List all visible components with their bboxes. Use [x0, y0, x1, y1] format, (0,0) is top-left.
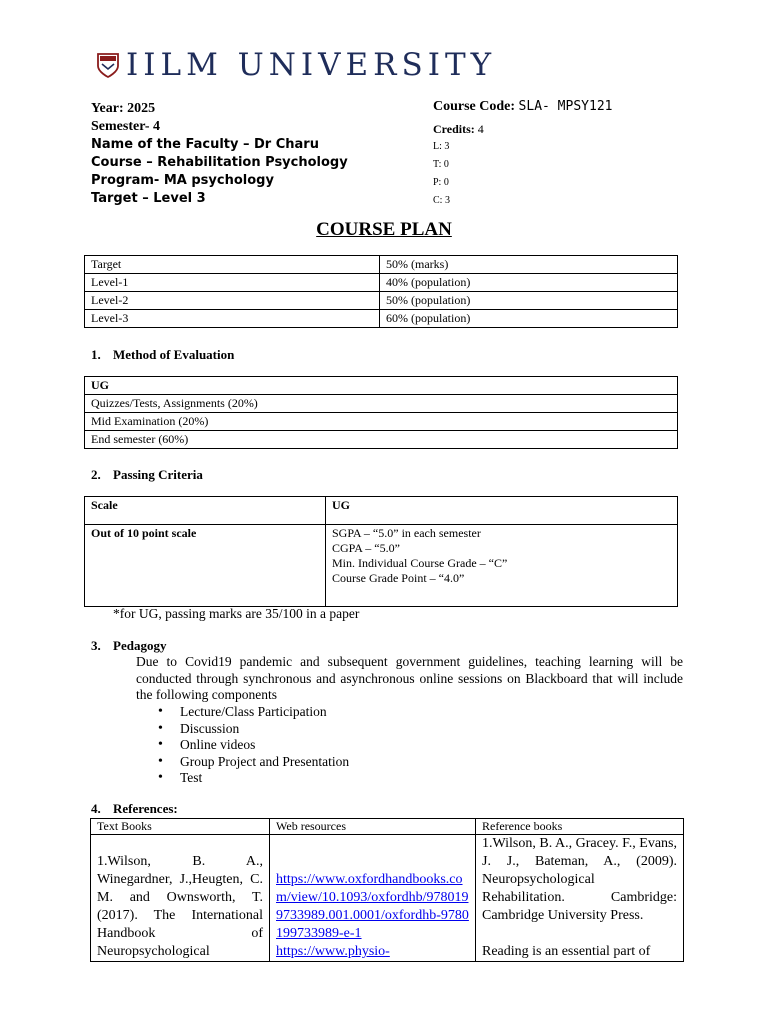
references-table [90, 818, 684, 962]
table-row: Out of 10 point scale SGPA – “5.0” in each semester CGPA – “5.0” Min. Individual Course Grade – “C” Course Grade Point – “4.0” [85, 525, 678, 607]
list-item: • Test [156, 770, 349, 787]
credits-label: Credits: [433, 122, 475, 136]
passing-table [84, 496, 678, 607]
table-row: Quizzes/Tests, Assignments (20%) [85, 395, 678, 413]
list-item: • Discussion [156, 721, 349, 738]
credits-value: 4 [477, 122, 484, 136]
table-row: Level-3 60% (population) [85, 310, 678, 328]
text-book-entry: 1.Wilson, B. A., Winegardner, J.,Heugten, C. M. and Ownsworth, T. (2017). The International Handbook of Neuropsychological [97, 854, 263, 959]
list-item: • Online videos [156, 737, 349, 754]
course-meta [433, 99, 612, 210]
table-row: End semester (60%) [85, 431, 678, 449]
table-row: Level-1 40% (population) [85, 274, 678, 292]
table-row [91, 835, 684, 962]
table-row: UG [85, 377, 678, 395]
passing-heading: 2. Passing Criteria [91, 467, 203, 482]
pedagogy-text: Due to Covid19 pandemic and subsequent government guidelines, teaching learning will be conducted through synchronous and asynchronous online sessions on Blackboard that will include the following components [136, 654, 683, 702]
list-item: • Lecture/Class Participation [156, 704, 349, 721]
references-heading: 4. References: [91, 801, 178, 816]
table-header-row [91, 819, 684, 835]
evaluation-table [84, 376, 678, 449]
semester: Semester- 4 [91, 119, 161, 134]
passing-note: *for UG, passing marks are 35/100 in a paper [113, 606, 360, 621]
tutorial-hours: T: 0 [433, 159, 449, 170]
year: Year: 2025 [91, 101, 156, 116]
table-row: Mid Examination (20%) [85, 413, 678, 431]
pedagogy-list [156, 704, 349, 787]
course-code-label: Course Code: [433, 99, 516, 114]
practical-hours: P: 0 [433, 177, 449, 188]
crest-icon [96, 52, 120, 78]
lecture-hours: L: 3 [433, 141, 450, 152]
credit-hours: C: 3 [433, 195, 450, 206]
course-code-value: SLA- MPSY121 [518, 99, 613, 114]
table-row: Target 50% (marks) [85, 256, 678, 274]
reference-book-entry: 1.Wilson, B. A., Gracey. F., Evans, J. J., Bateman, A., (2009). Neuropsychological Rehabilitation. Cambridge: Cambridge University Press. [482, 836, 677, 923]
university-logo [96, 48, 496, 82]
target: Target – Level 3 [91, 191, 206, 206]
logo-text: IILM UNIVERSITY [126, 47, 497, 83]
pedagogy-heading: 3. Pedagogy [91, 638, 167, 653]
faculty: Name of the Faculty – Dr Charu [91, 137, 319, 152]
web-resource-link-1[interactable]: https://www.oxfordhandbooks.com/view/10.1093/oxfordhb/9780199733989.001.0001/oxfordhb-9780199733989-e-1 [276, 872, 469, 941]
program: Program- MA psychology [91, 173, 274, 188]
table-row: Level-2 50% (population) [85, 292, 678, 310]
reference-book-note: Reading is an essential part of [482, 944, 651, 959]
target-table [84, 255, 678, 328]
header-reference-books: Reference books [476, 819, 684, 835]
page-title: COURSE PLAN [316, 219, 452, 240]
web-resource-link-2[interactable]: https://www.physio- [276, 944, 390, 959]
evaluation-heading: 1. Method of Evaluation [91, 347, 235, 362]
header-text-books: Text Books [91, 819, 270, 835]
course-info [91, 100, 348, 208]
course-name: Course – Rehabilitation Psychology [91, 155, 348, 170]
list-item: • Group Project and Presentation [156, 754, 349, 771]
table-row: Scale UG [85, 497, 678, 525]
header-web-resources: Web resources [270, 819, 476, 835]
